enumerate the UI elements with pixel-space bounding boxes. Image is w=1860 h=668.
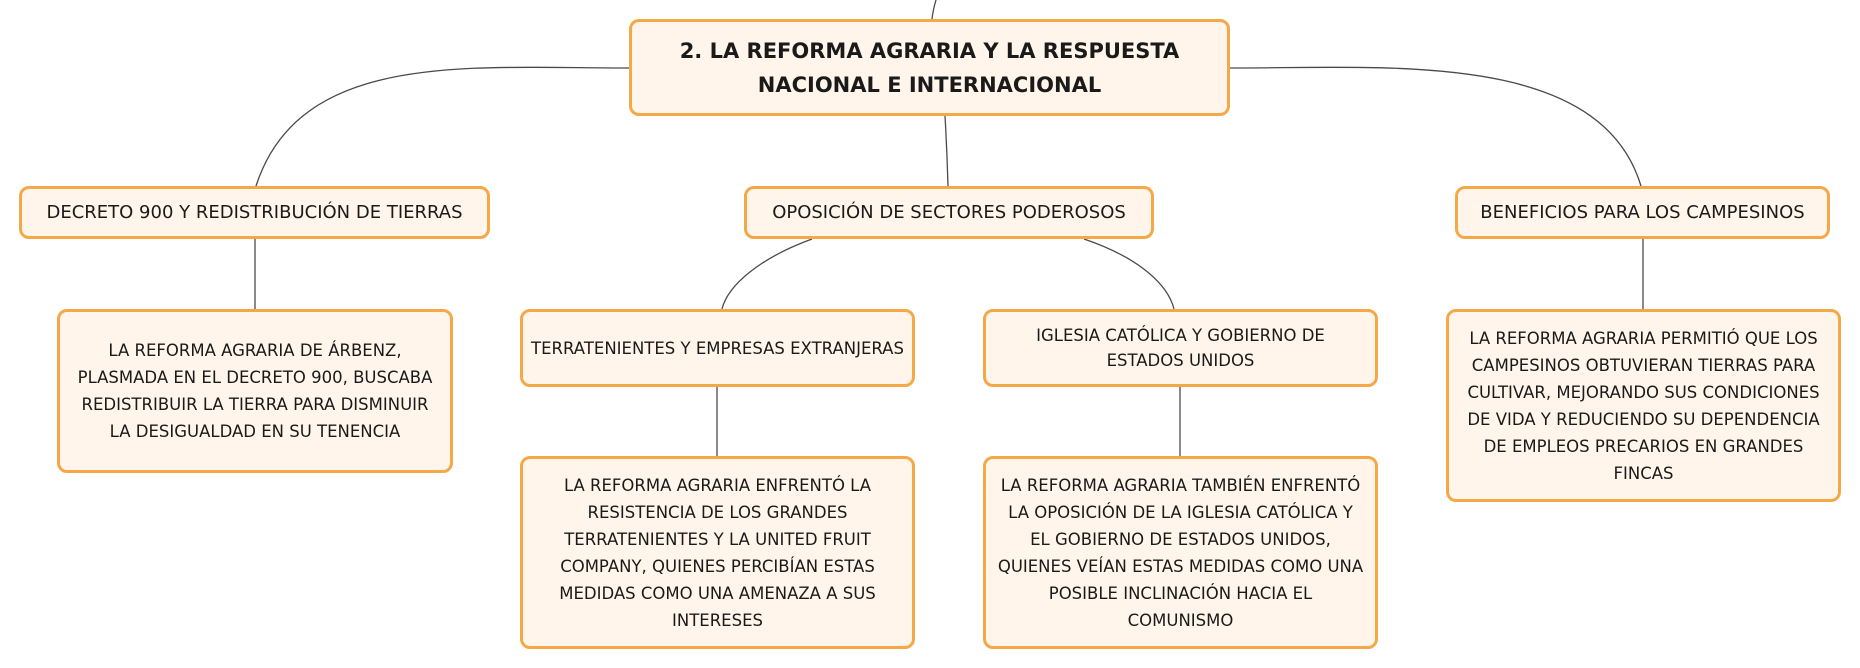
detail-decreto-900[interactable] xyxy=(57,309,453,473)
topic-oposicion-label: OPOSICIÓN DE SECTORES PODEROSOS xyxy=(772,201,1126,223)
detail-decreto-900-text: LA REFORMA AGRARIA DE ÁRBENZ, PLASMADA EN EL DECRETO 900, BUSCABA REDISTRIBUIR LA TIERRA PARA DISMINUIR LA DESIGUALDAD EN SU TENENCIA xyxy=(77,341,433,441)
topic-decreto-900-label: DECRETO 900 Y REDISTRIBUCIÓN DE TIERRAS xyxy=(46,201,463,223)
subtopic-iglesia-label: IGLESIA CATÓLICA Y GOBIERNO DE ESTADOS UNIDOS xyxy=(1036,326,1325,370)
connector-parent-to-root xyxy=(932,0,936,19)
subtopic-terratenientes-label: TERRATENIENTES Y EMPRESAS EXTRANJERAS xyxy=(531,338,904,358)
detail-terratenientes[interactable] xyxy=(520,456,915,649)
topic-decreto-900[interactable] xyxy=(19,186,490,239)
detail-iglesia-text: LA REFORMA AGRARIA TAMBIÉN ENFRENTÓ LA OPOSICIÓN DE LA IGLESIA CATÓLICA Y EL GOBIERNO DE ESTADOS UNIDOS, QUIENES VEÍAN ESTAS MEDIDAS COMO UNA POSIBLE INCLINACIÓN HACIA EL COMUNISMO xyxy=(997,475,1364,630)
connector-root-to-decreto xyxy=(256,67,629,186)
connector-oposicion-to-iglesia xyxy=(1084,239,1174,309)
detail-beneficios[interactable] xyxy=(1446,309,1841,502)
central-topic-label: 2. LA REFORMA AGRARIA Y LA RESPUESTA NACIONAL E INTERNACIONAL xyxy=(679,38,1180,97)
central-topic[interactable] xyxy=(629,19,1230,116)
detail-beneficios-text: LA REFORMA AGRARIA PERMITIÓ QUE LOS CAMPESINOS OBTUVIERAN TIERRAS PARA CULTIVAR, MEJORANDO SUS CONDICIONES DE VIDA Y REDUCIENDO SU DEPENDENCIA DE EMPLEOS PRECARIOS EN GRANDES FINCAS xyxy=(1467,328,1820,483)
connector-root-to-beneficios xyxy=(1230,67,1641,186)
detail-terratenientes-text: LA REFORMA AGRARIA ENFRENTÓ LA RESISTENCIA DE LOS GRANDES TERRATENIENTES Y LA UNITED FRUIT COMPANY, QUIENES PERCIBÍAN ESTAS MEDIDAS COMO UNA AMENAZA A SUS INTERESES xyxy=(559,475,876,630)
topic-oposicion[interactable] xyxy=(744,186,1154,239)
topic-beneficios-label: BENEFICIOS PARA LOS CAMPESINOS xyxy=(1480,201,1805,223)
subtopic-terratenientes[interactable] xyxy=(520,309,915,387)
connector-root-to-oposicion xyxy=(945,116,948,186)
subtopic-iglesia[interactable] xyxy=(983,309,1378,387)
connector-oposicion-to-terratenientes xyxy=(722,239,812,309)
topic-beneficios[interactable] xyxy=(1455,186,1830,239)
detail-iglesia[interactable] xyxy=(983,456,1378,649)
